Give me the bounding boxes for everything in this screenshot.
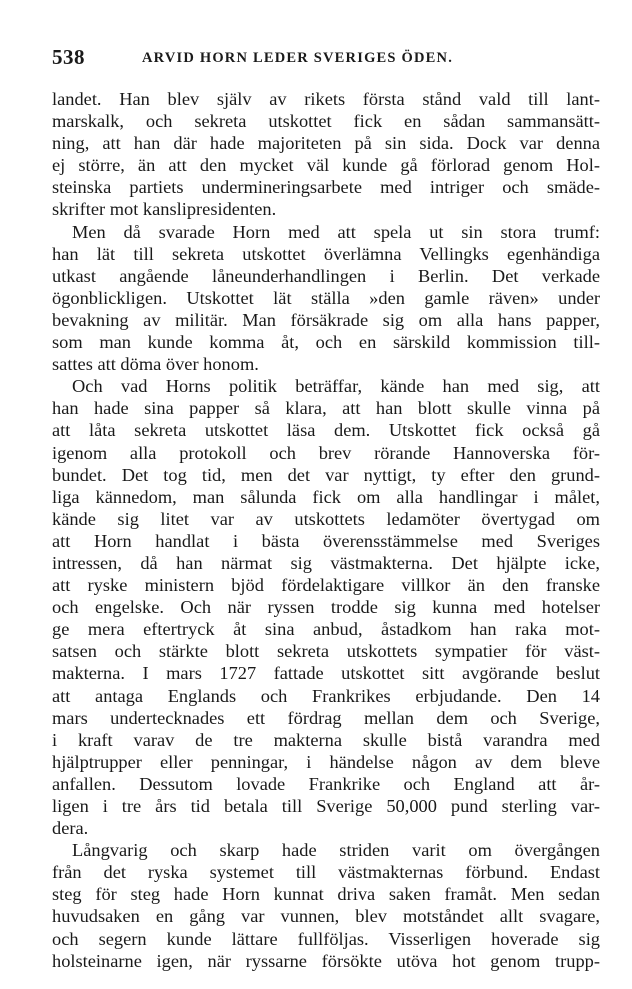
text-line: mars undertecknades ett fördrag mellan dem och Sverige, [52, 707, 600, 728]
text-line: ligen i tre års tid betala till Sverige 50,000 pund sterling var- [52, 796, 600, 816]
text-line: som man kunde komma åt, och en särskild kommission till- [52, 332, 600, 353]
text-line: och engelske. Och när ryssen trodde sig kunna med hotelser [52, 597, 600, 618]
text-line: bevakning av militär. Man försäkrade sig om alla hans papper, [52, 309, 600, 330]
text-line: ge mera eftertryck åt sina anbud, åstadkom han raka mot- [52, 619, 600, 640]
text-line: ögonblickligen. Utskottet lät ställa »den gamle räven» under [52, 287, 600, 308]
text-line: att antaga Englands och Frankrikes erbjudande. Den 14 [52, 685, 600, 706]
text-line: bundet. Det tog tid, men det var nyttigt, ty efter den grund- [52, 464, 600, 485]
text-line: landet. Han blev själv av rikets första stånd vald till lant- [52, 89, 600, 109]
text-line: att ryske ministern bjöd fördelaktigare villkor än den franske [52, 575, 600, 596]
text-line: holsteinarne igen, när ryssarne försökte utöva hot genom trupp- [52, 950, 600, 971]
text-line: hjälptrupper eller penningar, i händelse någon av dem bleve [52, 751, 600, 772]
text-line: steinska partiets undermineringsarbete med intriger och smäde- [52, 177, 600, 198]
text-line: liga kännedom, man sålunda fick om alla handlingar i målet, [52, 486, 600, 507]
text-line: anfallen. Dessutom lovade Frankrike och England att år- [52, 773, 600, 794]
running-title: ARVID HORN LEDER SVERIGES ÖDEN. [142, 50, 454, 66]
text-line: att Horn handlat i bästa överensstämmelse med Sveriges [52, 530, 600, 551]
text-line: satsen och stärkte blott sekreta utskottets sympatier för väst- [52, 641, 600, 662]
text-line: från det ryska systemet till västmakternas förbund. Endast [52, 862, 600, 883]
text-line: han hade sina papper så klara, att han blott skulle vinna på [52, 398, 600, 419]
text-line: Och vad Horns politik beträffar, kände han med sig, att [72, 376, 600, 397]
text-line: intressen, då han närmat sig västmakterna. Det hjälpte icke, [52, 552, 600, 573]
text-line: skrifter mot kanslipresidenten. [52, 199, 277, 220]
text-line: steg för steg hade Horn kunnat driva saken framåt. Men sedan [52, 884, 600, 905]
text-line: utkast angående låneunderhandlingen i Berlin. Det verkade [52, 265, 600, 286]
text-line: i kraft varav de tre makterna skulle bistå varandra med [52, 729, 600, 750]
text-line: han lät till sekreta utskottet överlämna Vellingks egenhändiga [52, 243, 600, 264]
text-line: dera. [52, 818, 89, 839]
text-line: Men då svarade Horn med att spela ut sin stora trumf: [72, 221, 600, 242]
text-line: och segern kunde lättare fullföljas. Visserligen hoverade sig [52, 928, 600, 949]
text-line: igenom alla protokoll och brev rörande Hannoverska för- [52, 442, 600, 463]
text-line: marskalk, och sekreta utskottet fick en sådan sammansätt- [52, 111, 600, 132]
text-line: att låta sekreta utskottet läsa dem. Utskottet fick också gå [52, 420, 600, 441]
text-line: sattes att döma över honom. [52, 354, 259, 375]
text-line: huvudsaken en gång var vunnen, blev motståndet allt svagare, [52, 906, 600, 927]
text-line: Långvarig och skarp hade striden varit om övergången [72, 840, 600, 861]
page-number: 538 [52, 45, 85, 69]
text-line: kände sig litet var av utskottets ledamöter övertygad om [52, 508, 600, 529]
text-line: ej större, än att den mycket väl kunde gå förlorad genom Hol- [52, 155, 600, 176]
text-line: ning, att han där hade majoriteten på sin sida. Dock var denna [52, 133, 600, 154]
page-header [52, 45, 600, 75]
text-line: makterna. I mars 1727 fattade utskottet sitt avgörande beslut [52, 663, 600, 684]
body-text [52, 88, 600, 972]
